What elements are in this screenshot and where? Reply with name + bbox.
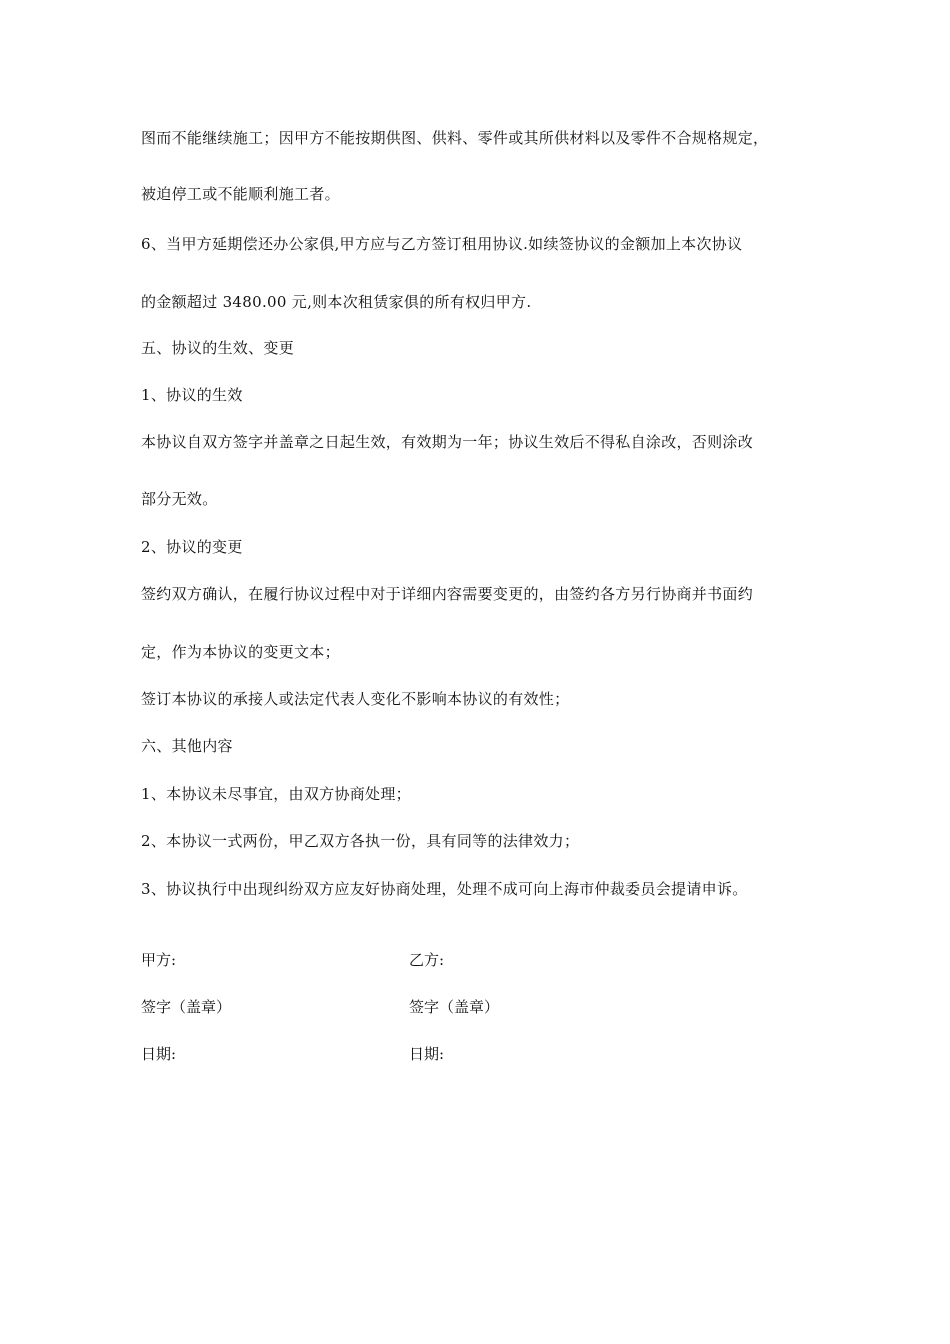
party-a-date: 日期: — [141, 1045, 177, 1063]
paragraph-line: 定，作为本协议的变更文本； — [141, 643, 340, 661]
list-item: 1、本协议未尽事宜，由双方协商处理； — [141, 785, 411, 803]
paragraph-line: 签约双方确认，在履行协议过程中对于详细内容需要变更的，由签约各方另行协商并书面约 — [141, 585, 754, 603]
party-b-label: 乙方: — [409, 951, 445, 969]
party-b-date: 日期: — [409, 1045, 445, 1063]
subsection-heading: 2、协议的变更 — [141, 538, 243, 556]
clause-6-line: 6、当甲方延期偿还办公家俱,甲方应与乙方签订租用协议.如续签协议的金额加上本次协议 — [141, 235, 743, 253]
paragraph-line: 被迫停工或不能顺利施工者。 — [141, 185, 340, 203]
party-a-label: 甲方: — [141, 951, 177, 969]
paragraph-line: 部分无效。 — [141, 490, 218, 508]
paragraph-line: 的金额超过 3480.00 元,则本次租赁家俱的所有权归甲方. — [141, 293, 532, 311]
subsection-heading: 1、协议的生效 — [141, 386, 243, 404]
list-item: 3、协议执行中出现纠纷双方应友好协商处理，处理不成可向上海市仲裁委员会提请申诉。 — [141, 880, 748, 898]
party-b-sign: 签字（盖章） — [409, 998, 500, 1016]
party-a-sign: 签字（盖章） — [141, 998, 232, 1016]
paragraph-line: 图而不能继续施工；因甲方不能按期供图、供料、零件或其所供材料以及零件不合规格规定， — [141, 129, 769, 147]
section-6-heading: 六、其他内容 — [141, 737, 233, 755]
section-5-heading: 五、协议的生效、变更 — [141, 339, 295, 357]
paragraph-line: 签订本协议的承接人或法定代表人变化不影响本协议的有效性； — [141, 690, 570, 708]
paragraph-line: 本协议自双方签字并盖章之日起生效，有效期为一年；协议生效后不得私自涂改，否则涂改 — [141, 433, 754, 451]
list-item: 2、本协议一式两份，甲乙双方各执一份，具有同等的法律效力； — [141, 832, 580, 850]
